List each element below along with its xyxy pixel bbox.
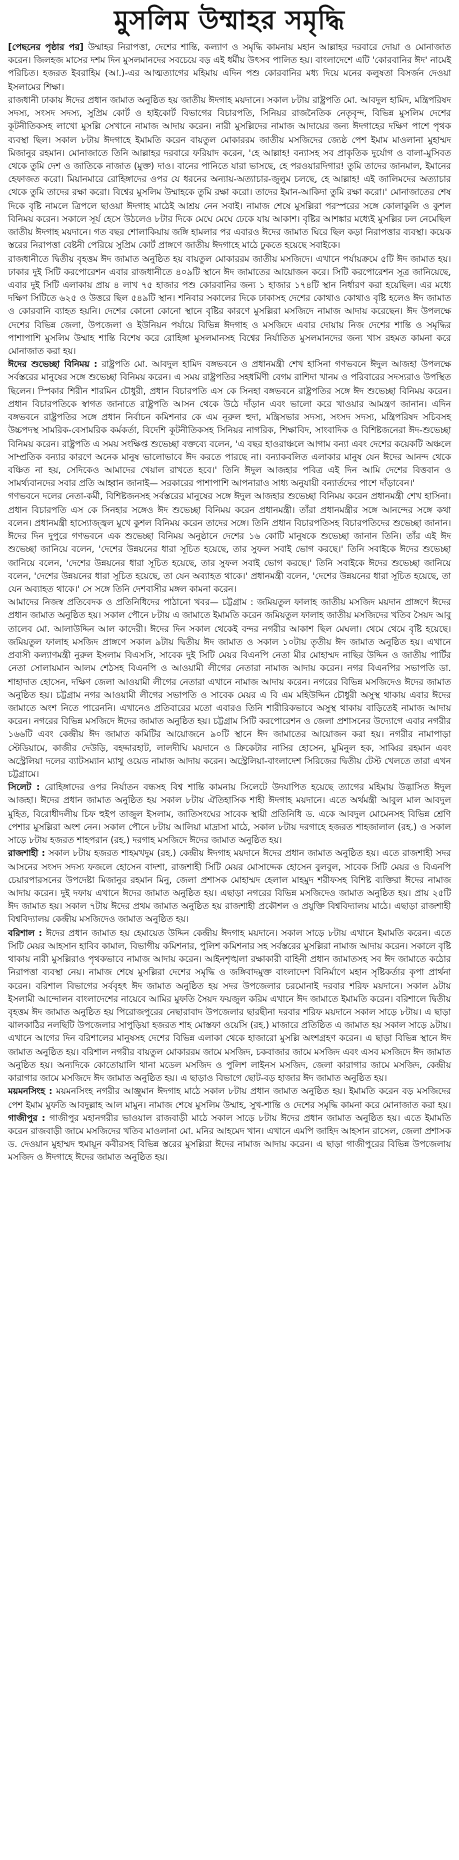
subheading-barishal: বরিশাল : <box>8 928 43 939</box>
article-paragraph-2 <box>8 95 451 254</box>
headline: মুসলিম উম্মাহর সমৃদ্ধি <box>114 6 345 36</box>
paragraph-text: রাষ্ট্রপতি মো. আবদুল হামিদ বঙ্গভবনে ও প্রধানমন্ত্রী শেখ হাসিনা গণভবনে ঈদুল আজহা উপলক্ষে সর্বস্তরের মানুষের সঙ্গে শুভেচ্ছা বিনিময় করেন। এ সময় রাষ্ট্রপতির সহধর্মিণী বেগম রাশিদা খানম ও পরিবারের সদস্যরাও উপস্থিত ছিলেন। স্পিকার শিরীন শারমিন চৌধুরী, প্রধান বিচারপতি এস কে সিনহা বঙ্গভবনে রাষ্ট্রপতির সঙ্গে ঈদ শুভেচ্ছা বিনিময় করেন। প্রধান বিচারপতিকে স্বাগত জানাতে রাষ্ট্রপতি আসন থেকে উঠে দাঁড়ান এবং ভালো করে খাওয়ার আমন্ত্রণ জানান। এদিন বঙ্গভবনে রাষ্ট্রপতির সঙ্গে প্রধান নির্বাচন কমিশনার কে এম নূরুল হুদা, মন্ত্রিসভার সদস্য, সংসদ সদস্য, মন্ত্রিপরিষদ সচিবসহ উচ্চপদস্থ সামরিক-বেসামরিক কর্মকর্তা, বিদেশি কূটনীতিকসহ সিনিয়র নাগরিক, শিক্ষাবিদ, সাংবাদিক ও বিশিষ্টজনেরা ঈদ-শুভেচ্ছা বিনিময় করেন। রাষ্ট্রপতি এ সময় সংক্ষিপ্ত শুভেচ্ছা বক্তব্যে বলেন, 'এ বছর হাওরাঞ্চলে আগাম বন্যা এবং দেশের কয়েকটি অঞ্চলে সাম্প্রতিক বন্যার কারণে অনেক মানুষ ভালোভাবে ঈদ করতে পারছে না। বন্যাকবলিত এলাকার মানুষ যেন ঈদের আনন্দ থেকে বঞ্চিত না হয়, সেদিকেও আমাদের খেয়াল রাখতে হবে।' তিনি ঈদুল আজহার পবিত্র এই দিন আমি দেশের বিত্তবান ও সামর্থ্যবানদের সবার প্রতি আহ্বান জানাই— সরকারের পাশাপাশি আপনারাও সাধ্য অনুযায়ী বন্যার্তদের পাশে দাঁড়াবেন।' <box>8 360 452 490</box>
subheading-gazipur: গাজীপুর : <box>8 1113 46 1124</box>
subheading-mymensingh: ময়মনসিংহ : <box>8 1087 53 1098</box>
article-paragraph-10 <box>8 1086 451 1165</box>
subheading-greetings: ঈদের শুভেচ্ছা বিনিময় : <box>8 360 98 371</box>
article-paragraph-7 <box>8 782 451 848</box>
paragraph-text: রোহিঙ্গাদের ওপর নির্যাতন বন্ধসহ বিশ্ব শান্তি কামনায় সিলেটে উদযাপিত হয়েছে ত্যাগের মহিমায় উদ্ভাসিত ঈদুল আজহা। ঈদের প্রধান জামাত অনুষ্ঠিত হয় সকাল ৮টায় ঐতিহাসিক শাহী ঈদগাহ ময়দানে। এতে অর্থমন্ত্রী আবুল মাল আবদুল মুহিত, বিরোধীদলীয় চিফ হুইপ তাজুল ইসলাম, জাতিসংঘের সাবেক স্থায়ী প্রতিনিধি ড. একে আবদুল মোমেনসহ বিভিন্ন শ্রেণি পেশার মুসল্লিরা অংশ নেন। সকাল পৌনে ৮টায় আলিয়া মাদ্রাসা মাঠে, সকাল ৮টায় দরগাহে হজরত শাহজালাল (রহ.) ও সকাল সাড়ে ৮টায় হজরত শাহপরান (রহ.) দরগাহ মসজিদে ঈদের জামাত অনুষ্ঠিত হয়। <box>8 783 452 847</box>
paragraph-text: রাজধানীতে দ্বিতীয় বৃহত্তম ঈদ জামাত অনুষ্ঠিত হয় বায়তুল মোকাররম জাতীয় মসজিদে। এখানে পর্যায়ক্রমে ৫টি ঈদ জামাত হয়। ঢাকার দুই সিটি করপোরেশন এবার রাজধানীতে ৪০৯টি স্থানে ঈদ জামাতের আয়োজন করে। সিটি করপোরেশন সূত্র জানিয়েছে, এবার দুই সিটি এলাকায় প্রায় ৪ লাখ ৭৫ হাজার পশু কোরবানির জন্য ১ হাজার ১৭৪টি স্থান নির্ধারণ করা হয়েছিল। এর মধ্যে দক্ষিণ সিটিতে ৬২৫ ও উত্তরে ছিল ৫৪৯টি স্থান। শনিবার সকালের দিকে ঢাকাসহ দেশের কোথাও কোথাও বৃষ্টি হলেও ঈদ জামাত ও কোরবানি ব্যাহত হয়নি। দেশের কোনো কোনো স্থানে বৃষ্টির কারণে মুসল্লিরা মসজিদে নামাজ আদায় করেছেন। ঈদ উপলক্ষে দেশের বিভিন্ন জেলা, উপজেলা ও ইউনিয়ন পর্যায়ে বিভিন্ন ঈদগাহ ও মসজিদে এবার দোয়ায় নিজ দেশের শান্তি ও সমৃদ্ধির পাশাপাশি মুসলিম উম্মাহ শান্তি বিশেষ করে রোহিঙ্গা মুসলমানসহ বিশ্বের নির্যাতিত মুসলমানদের জন্য খাস রহমত কামনা করে মোনাজাত করা হয়। <box>8 254 451 358</box>
paragraph-text: গাজীপুর মহানগরীর ভাওয়াল রাজবাড়ী মাঠে সকাল সাড়ে ৮টায় ঈদের প্রধান জামাত অনুষ্ঠিত হয়। এতে ইমামতি করেন রাজবাড়ী জামে মসজিদের খতিব মাওলানা মো. মনির আহমেদ খান। এখানে এমপি জাহিদ আহসান রাসেল, জেলা প্রশাসক ড. দেওয়ান মুহাম্মদ হুমায়ূন কবীরসহ বিভিন্ন স্তরের মুসল্লিরা ঈদের নামাজ আদায় করেন। এ ছাড়া গাজীপুরের বিভিন্ন উপজেলায় মসজিদ ও ঈদগাহে ঈদের জামাত অনুষ্ঠিত হয়। <box>8 1113 451 1164</box>
article-paragraph-8 <box>8 848 451 927</box>
paragraph-text: আমাদের নিজস্ব প্রতিবেদক ও প্রতিনিধিদের পাঠানো খবর— চট্টগ্রাম : জমিয়তুল ফালাহ জাতীয় মসজিদ ময়দান প্রাঙ্গণে ঈদের প্রধান জামাত অনুষ্ঠিত হয়। সকাল পৌনে ৮টায় এ জামাতে ইমামতি করেন জমিয়তুল ফালাহ জাতীয় মসজিদের খতিব সৈয়দ আবু তালেব মো. আলাউদ্দিন আল কাদেরী। ঈদের দিন সকাল থেকেই বন্দর নগরীর আকাশ ছিল মেঘলা। থেমে থেমে বৃষ্টি হয়েছে। জমিয়তুল ফালাহ মসজিদ প্রাঙ্গণে সকাল ৯টায় দ্বিতীয় ঈদ জামাত ও সকাল ১০টায় তৃতীয় ঈদ জামাত অনুষ্ঠিত হয়। এখানে প্রবাসী কল্যাণমন্ত্রী নুরুল ইসলাম বিএসসি, সাবেক দুই সিটি মেয়র বিএনপি নেতা মীর মোহাম্মদ নাছির উদ্দিন ও জাতীয় পার্টির নেতা সোলায়মান আলম শেঠসহ বিএনপি ও আওয়ামী লীগের নেতারা নামাজ আদায় করেন। নগর বিএনপির সভাপতি ডা. শাহাদাত হোসেন, দক্ষিণ জেলা আওয়ামী লীগের নেতারা এখানে নামাজ আদায় করেন। নগরের বিভিন্ন মসজিদেও ঈদের জামাত অনুষ্ঠিত হয়। চট্টগ্রাম নগর আওয়ামী লীগের সভাপতি ও সাবেক মেয়র এ বি এম মহিউদ্দিন চৌধুরী অসুস্থ থাকায় এবার ঈদের জামাতে অংশ নিতে পারেননি। এখানেও প্রতিবারের মতো এবারও তিনি শারীরিকভাবে অসুস্থ থাকায় বাড়িতেই নামাজ আদায় করেন। নগরের বিভিন্ন মসজিদে ঈদের জামাত অনুষ্ঠিত হয়। চট্টগ্রাম সিটি করপোরেশন ও জেলা প্রশাসনের উদ্যোগে এবার নগরীর ১৬৬টি এবং কেন্দ্রীয় ঈদ জামাত কমিটির আয়োজনে ৯০টি স্থানে ঈদ জামাতের আয়োজন করা হয়। নগরীর নামাপাড়া স্টেডিয়ামে, কাজীর দেউড়ি, বহদ্দারহাট, লালদীঘি ময়দানে ও ক্রিকেটার নাসির হোসেন, মুমিনুল হক, সাব্বির রহমান এবং অস্ট্রেলিয়া দলের ব্যাটসম্যান ম্যাথু ওয়েড নামাজ আদায় করেন। অস্ট্রেলিয়া-বাংলাদেশ সিরিজের দ্বিতীয় টেস্ট খেলতে তারা এখন চট্টগ্রামে। <box>8 598 451 781</box>
article-paragraph-6 <box>8 597 451 782</box>
paragraph-text: গণভবনে দলের নেতা-কর্মী, বিশিষ্টজনসহ সর্বস্তরের মানুষের সঙ্গে ঈদুল আজহার শুভেচ্ছা বিনিময় করেন প্রধানমন্ত্রী শেখ হাসিনা। প্রধান বিচারপতি এস কে সিনহার সঙ্গেও ঈদ শুভেচ্ছা বিনিময় করেন প্রধানমন্ত্রী। তাঁরা প্রধানমন্ত্রীর সঙ্গে আনন্দের সঙ্গে কথা বলেন। প্রধানমন্ত্রী হাস্যোজ্জ্বল মুখে কুশল বিনিময় করেন তাদের সঙ্গে। তিনি প্রধান বিচারপতিসহ বিচারপতিদের শুভেচ্ছা জানান। ঈদের দিন দুপুরে গণভবনে এক শুভেচ্ছা বিনিময় অনুষ্ঠানে দেশের ১৬ কোটি মানুষকে শুভেচ্ছা জানান তিনি। তাঁর এই ঈদ শুভেচ্ছা জানিয়ে বলেন, 'দেশের উন্নয়নের ধারা সূচিত হয়েছে, তার সুফল সবাই ভোগ করছে।' তিনি সবাইকে ঈদের শুভেচ্ছা জানিয়ে বলেন, 'দেশের উন্নয়নের ধারা সূচিত হয়েছে, তার সুফল সবাই ভোগ করছে।' তিনি সবাইকে ঈদের শুভেচ্ছা জানিয়ে বলেন, 'দেশের উন্নয়নের ধারা সূচিত হয়েছে, তা যেন অব্যাহত থাকে।' প্রধানমন্ত্রী বলেন, 'দেশের উন্নয়নের ধারা সূচিত হয়েছে, তা যেন অব্যাহত থাকে।' সে সঙ্গে তিনি দেশবাসীর মঙ্গল কামনা করেন। <box>8 492 451 595</box>
subheading-sylhet: সিলেট : <box>8 783 40 794</box>
article-paragraph-1 <box>8 42 451 95</box>
paragraph-text: সকাল ৮টায় হজরত শাহমখদুম (রহ.) কেন্দ্রীয় ঈদগাহ ময়দানে ঈদের প্রধান জামাত অনুষ্ঠিত হয়। এতে রাজশাহী সদর আসনের সংসদ সদস্য ফজলে হোসেন বাদশা, রাজশাহী সিটি মেয়র মোসাদ্দেক হোসেন বুলবুল, সাবেক সিটি মেয়র ও বিএনপি চেয়ারপারসনের উপদেষ্টা মিজানুর রহমান মিনু, জেলা প্রশাসক মোহাম্মদ হেলাল মাহমুদ শরীফসহ বিশিষ্ট ব্যক্তিরা ঈদের নামাজ আদায় করেন। দুই দফায় এখানে ঈদের জামাত অনুষ্ঠিত হয়। এছাড়া নগরের বিভিন্ন মসজিদেও জামাত অনুষ্ঠিত হয়। প্রায় ২৫টি ঈদ জামাত হয়। সকাল ৭টায় ঈদের প্রথম জামাত অনুষ্ঠিত হয় রাজশাহী প্রকৌশল ও প্রযুক্তি বিশ্ববিদ্যালয় মাঠে। এছাড়া রাজশাহী বিশ্ববিদ্যালয় কেন্দ্রীয় মসজিদেও জামাত অনুষ্ঠিত হয়। <box>8 849 451 926</box>
article-paragraph-9 <box>8 928 451 1087</box>
article-paragraph-3 <box>8 254 451 360</box>
article-paragraph-5 <box>8 491 451 597</box>
article-body <box>8 42 451 1166</box>
article-paragraph-4 <box>8 359 451 491</box>
subheading-rajshahi: রাজশাহী : <box>8 849 46 860</box>
paragraph-text: ময়মনসিংহ নগরীর আঞ্জুমান ঈদগাহ মাঠে সকাল ৮টায় প্রধান জামাত অনুষ্ঠিত হয়। ইমামতি করেন বড় মসজিদের পেশ ইমাম মুফতি আবদুল্লাহ আল মামুন। নামাজ শেষে মুসলিম উম্মাহ, সুখ-শান্তি ও দেশের সমৃদ্ধি কামনা করে মোনাজাত করা হয়। <box>8 1087 451 1111</box>
paragraph-text: ঈদের প্রধান জামাত হয় হেমায়েত উদ্দিন কেন্দ্রীয় ঈদগাহ ময়দানে। সকাল সাড়ে ৮টায় এখানে ইমামতি করেন। এতে সিটি মেয়র আহসান হাবিব কামাল, বিভাগীয় কমিশনার, পুলিশ কমিশনার সহ সর্বস্তরের মুসল্লিরা নামাজ আদায় করেন। সকালে বৃষ্টি থাকায় নারী মুসল্লিরাও পৃথকভাবে নামাজ আদায় করেন। আইনশৃঙ্খলা রক্ষাকারী বাহিনী প্রধান জামাতসহ সব ঈদ জামাতে কঠোর নিরাপত্তা ব্যবস্থা নেয়। নামাজ শেষে মুসল্লিরা দেশের সমৃদ্ধি ও জঙ্গিবাদমুক্ত বাংলাদেশ বিনির্মাণে মহান সৃষ্টিকর্তার কৃপা প্রার্থনা করেন। বরিশাল বিভাগের সর্ববৃহৎ ঈদ জামাত অনুষ্ঠিত হয় সদর উপজেলার চরমোনাই দরবার শরিফ ময়দানে। সকাল ৯টায় ইসলামী আন্দোলন বাংলাদেশের নায়েবে আমির মুফতি সৈয়দ ফয়জুল করিম এখানে ঈদ জামাতে ইমামতি করেন। বরিশালে দ্বিতীয় বৃহত্তম ঈদ জামাত অনুষ্ঠিত হয় পিরোজপুরের নেছারাবাদ উপজেলার ছারছীনা দরবার শরিফ ময়দানে সকাল সাড়ে ৮টায়। এ ছাড়া ঝালকাঠির নলছিটি উপজেলার সাপুড়িয়া হজরত শাহ মোস্তফা ওয়েসি (রহ.) মাজারে প্রতিষ্ঠিত এ জামাত হয় সকাল সাড়ে ৯টায়। এখানে আগের দিন বরিশালের মানুষসহ দেশের বিভিন্ন এলাকা থেকে হাজারো মুসল্লি অংশগ্রহণ করেন। এ ছাড়া বিভিন্ন স্থানে ঈদ জামাত অনুষ্ঠিত হয়। বরিশাল নগরীর বায়তুল মোকাররম জামে মসজিদ, চকবাজার জামে মসজিদ এবং এসব মসজিদে ঈদ জামাত অনুষ্ঠিত হয়। অন্যদিকে কোতোয়ালি থানা মডেল মসজিদ ও পুলিশ লাইনস মসজিদ, জেলা কারাগার জামে মসজিদ, কেন্দ্রীয় কারাগার জামে মসজিদে ঈদ জামাত অনুষ্ঠিত হয়। এ ছাড়াও বিভাগে ছোট-বড় হাজার ঈদ জামাত অনুষ্ঠিত হয়। <box>8 928 451 1085</box>
continuation-marker: [পেছনের পৃষ্ঠার পর] <box>8 43 84 53</box>
paragraph-text: উম্মাহর নিরাপত্তা, দেশের শান্তি, কল্যাণ ও সমৃদ্ধি কামনায় মহান আল্লাহর দরবারে দোয়া ও মোনাজাত করেন। জিলহজ মাসের দশম দিন মুসলমানদের সবচেয়ে বড় এই ধর্মীয় উৎসব পালিত হয়। বাংলাদেশে এটি 'কোরবানির ঈদ' নামেই পরিচিত। হজরত ইবরাহিম (আ.)-এর আত্মত্যাগের মহিমায় এদিন পশু কোরবানির মধ্য দিয়ে মনের কলুষতা বিসর্জন দেওয়া ইসলামের শিক্ষা। <box>8 43 452 93</box>
paragraph-text: রাজধানী ঢাকায় ঈদের প্রধান জামাত অনুষ্ঠিত হয় জাতীয় ঈদগাহ ময়দানে। সকাল ৮টায় রাষ্ট্রপতি মো. আবদুল হামিদ, মন্ত্রিপরিষদ সদস্য, সংসদ সদস্য, সুপ্রিম কোর্ট ও হাইকোর্ট বিভাগের বিচারপতি, সিনিয়র রাজনৈতিক নেতৃবৃন্দ, বিভিন্ন মুসলিম দেশের কূটনীতিকসহ লাখো মুসল্লি সেখানে নামাজ আদায় করেন। নারী মুসল্লিদের নামাজ আদায়ের জন্য ঈদগাহের দক্ষিণ পাশে পৃথক ব্যবস্থা ছিল। সকাল ৮টায় ঈদগাহে ইমামতি করেন বায়তুল মোকাররম জাতীয় মসজিদের জ্যেষ্ঠ পেশ ইমাম মাওলানা মুহাম্মদ মিজানুর রহমান। মোনাজাতে তিনি আল্লাহর দরবারে ফরিয়াদ করেন, 'হে আল্লাহ! বন্যাসহ সব প্রাকৃতিক দুর্যোগ ও বালা-মুসিবত থেকে তুমি দেশ ও জাতিকে নাজাত (মুক্ত) দাও। বানের পানিতে যারা ভাসছে, হে পরওয়ারদিগার! তুমি তাদের জানমাল, ইমানের হেফাজত করো। মিয়ানমারে রোহিঙ্গাদের ওপর যে ধরনের অন্যায়-অত্যাচার-জুলুম চলছে, হে আল্লাহ! এই জালিমদের অত্যাচার থেকে তুমি তাদের রক্ষা করো। বিশ্বের মুসলিম উম্মাহকে তুমি রক্ষা করো। তাদের ইমান-আকিদা তুমি রক্ষা করো।' মোনাজাতের শেষ দিকে বৃষ্টি নামলে ত্রিপলে ছাওয়া ঈদগাহ মাঠেই আশ্রয় নেন সবাই। নামাজ শেষে মুসল্লিরা পরস্পরের সঙ্গে কোলাকুলি ও কুশল বিনিময় করেন। সকালে সূর্য হেসে উঠলেও ৮টার দিকে মেঘে মেঘে ঢেকে যায় আকাশ। বৃষ্টির আশঙ্কার মধ্যেই মুসল্লির ঢল নেমেছিল জাতীয় ঈদগাহ ময়দানে। গত বছর শোলাকিয়ায় জঙ্গি হামলার পর এবারও ঈদের জামাত ঘিরে ছিল কড়া নিরাপত্তার ব্যবস্থা। কয়েক স্তরের নিরাপত্তা বেষ্টনী পেরিয়ে সুপ্রিম কোর্ট প্রাঙ্গণে জাতীয় ঈদগাহে মাঠে ঢুকতে হয়েছে সবাইকে। <box>8 95 451 252</box>
